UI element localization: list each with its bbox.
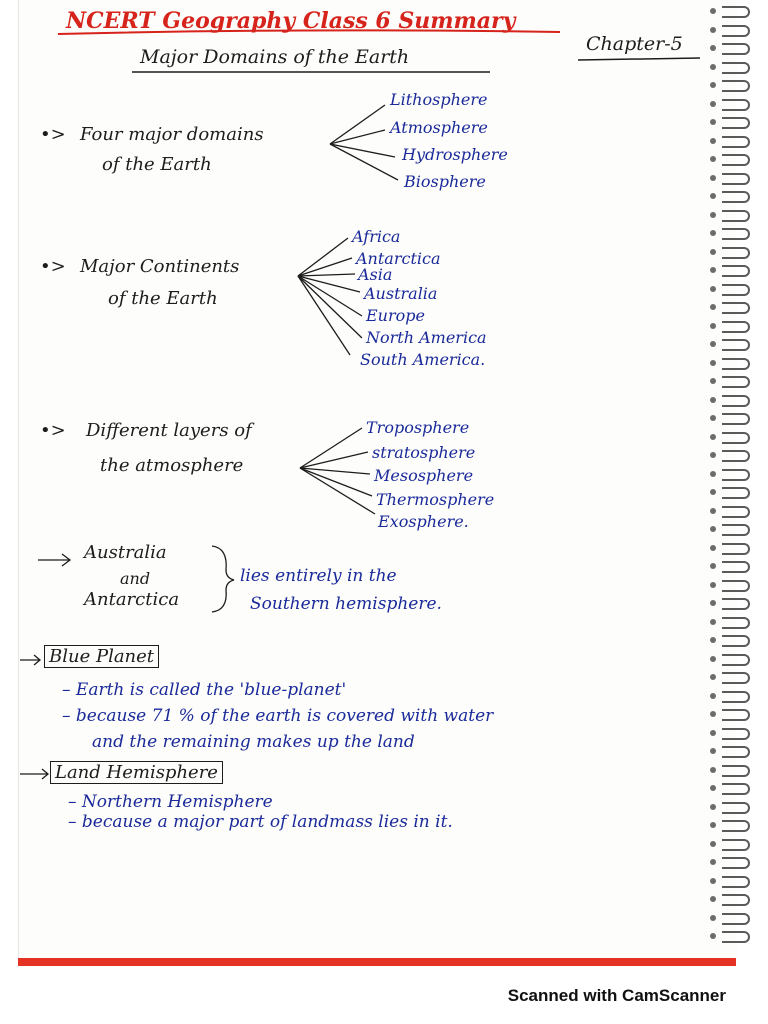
list-item: Exosphere. [378,512,469,531]
section-label-line1: Four major domains [80,124,264,145]
blue-planet-line3: and the remaining makes up the land [92,732,415,752]
list-item: South America. [360,350,486,369]
list-item: Africa [352,227,401,246]
blue-planet-heading [44,646,159,667]
list-item: North America [366,328,487,347]
list-item: Troposphere [366,418,470,437]
blue-planet-line1: – Earth is called the 'blue-planet' [62,680,347,700]
list-item: Mesosphere [374,466,474,485]
land-hemisphere-line2: – because a major part of landmass lies in it. [68,812,453,832]
section-label-line1: Different layers of [86,420,252,441]
land-hemisphere-line1: – Northern Hemisphere [68,792,273,812]
section-label-line2: the atmosphere [100,455,244,476]
blue-planet-heading-text: Blue Planet [44,645,159,668]
list-item: Biosphere [404,172,486,191]
list-item: Thermosphere [376,490,495,509]
page-title: NCERT Geography Class 6 Summary [66,8,516,34]
list-item: Europe [366,306,425,325]
list-item: Australia [364,284,438,303]
list-item: Hydrosphere [402,145,508,164]
southern-line3: Antarctica [84,589,180,610]
list-item: Lithosphere [390,90,488,109]
southern-line1: Australia [84,542,167,563]
list-item: Antarctica [356,249,441,268]
southern-line2: and [120,569,151,588]
chapter-label: Chapter-5 [586,33,683,55]
list-item: Asia [358,265,393,284]
southern-note2: Southern hemisphere. [250,594,442,614]
page-subtitle: Major Domains of the Earth [140,46,410,68]
blue-planet-line2: – because 71 % of the earth is covered with water [62,706,494,726]
bullet-arrow: •> [40,256,66,277]
bullet-arrow: •> [40,420,66,441]
section-label-line1: Major Continents [80,256,240,277]
land-hemisphere-heading-text: Land Hemisphere [50,761,223,784]
southern-note1: lies entirely in the [240,566,397,586]
list-item: stratosphere [372,443,476,462]
list-item: Atmosphere [390,118,488,137]
land-hemisphere-heading [50,762,223,783]
scanner-watermark: Scanned with CamScanner [507,986,726,1005]
section-label-line2: of the Earth [102,154,212,175]
section-label-line2: of the Earth [108,288,218,309]
bullet-arrow: •> [40,124,66,145]
